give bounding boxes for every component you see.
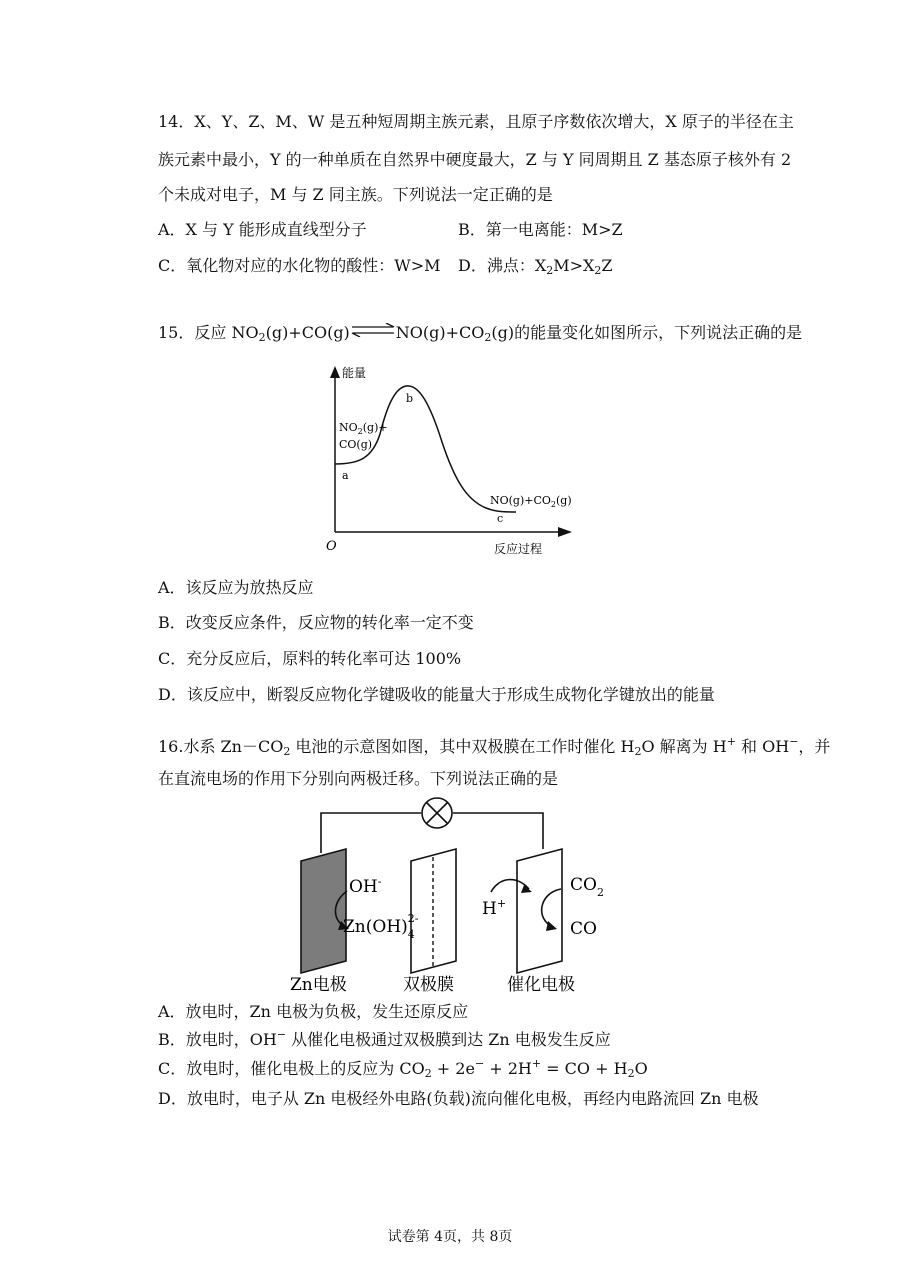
reactants-label <box>339 421 388 436</box>
h-ion-sup: + <box>496 897 507 910</box>
q15-option-d: D．该反应中，断裂反应物化学键吸收的能量大于形成生成物化学键放出的能量 <box>158 685 715 704</box>
q16-option-c-part: C．放电时，催化电极上的反应为 CO <box>158 1059 425 1078</box>
zn-oh4-part: Zn(OH) <box>343 917 408 937</box>
q15-stem-part: (g)的能量变化如图所示，下列说法正确的是 <box>491 323 803 342</box>
reactants-label-sub: 2 <box>357 427 363 436</box>
oh-label-part: OH <box>349 877 378 897</box>
q16-stem-part: 和 OH <box>735 737 790 756</box>
h-ion-part: H <box>482 899 497 919</box>
catalyst-electrode <box>517 849 562 973</box>
q15-stem-part: (g)+CO(g) <box>265 323 350 342</box>
energy-profile-diagram <box>318 360 580 560</box>
oh-label-sup: - <box>377 875 382 888</box>
products-label <box>490 494 572 509</box>
q16-option-c-sub: 2 <box>424 1067 432 1080</box>
membrane-label: 双极膜 <box>403 975 454 995</box>
reactants-label-part: (g)+ <box>362 421 388 434</box>
q15-stem-sub: 2 <box>484 331 492 344</box>
zn-oh4-sub: 4 <box>407 928 415 941</box>
q16-stem-sup: + <box>726 735 736 748</box>
catalyst-electrode-label: 催化电极 <box>507 975 575 995</box>
q16-stem-sub: 2 <box>283 745 291 758</box>
co-label: CO <box>570 919 597 939</box>
q16-stem-part: 16.水系 Zn－CO <box>158 737 284 756</box>
q15-stem-sub: 2 <box>258 331 266 344</box>
zn-oh4-label <box>343 912 419 941</box>
q14-option-d-part: M>X <box>553 256 595 275</box>
reactants-label-part: NO <box>339 421 358 434</box>
q16-stem-part: O 解离为 H <box>641 737 727 756</box>
x-axis-label: 反应过程 <box>494 542 543 556</box>
lamp-icon <box>422 798 452 828</box>
q15-option-c: C．充分反应后，原料的转化率可达 100% <box>158 649 462 668</box>
q14-option-d-part: Z <box>601 256 613 275</box>
q16-option-c-sub: 2 <box>627 1067 635 1080</box>
reactants-label-line2: CO(g) <box>339 438 373 451</box>
q14-option-a: A．X 与 Y 能形成直线型分子 <box>158 220 367 239</box>
point-c-label: c <box>497 512 504 525</box>
q14-option-d-sub: 2 <box>594 264 602 277</box>
q14-option-d-part: D．沸点：X <box>458 256 547 275</box>
q14-stem-line2: 族元素中最小，Y 的一种单质在自然界中硬度最大，Z 与 Y 同周期且 Z 基态原子核外有 2 <box>158 150 792 169</box>
y-axis-arrow-icon <box>330 366 340 378</box>
q16-option-c-sup: − <box>474 1057 485 1070</box>
q14-option-d-sub: 2 <box>546 264 554 277</box>
battery-diagram <box>285 793 625 995</box>
co2-part: CO <box>570 875 597 895</box>
point-b-label: b <box>406 392 414 405</box>
q16-option-c <box>158 1058 648 1080</box>
q15-stem-part: NO(g)+CO <box>395 323 485 342</box>
circuit-wire <box>453 813 543 849</box>
q14-stem-line3: 个未成对电子，M 与 Z 同主族。下列说法一定正确的是 <box>158 185 553 204</box>
q16-option-b <box>158 1029 611 1051</box>
circuit-wire <box>321 813 421 853</box>
q15-option-a: A．该反应为放热反应 <box>158 578 314 597</box>
products-label-sub: 2 <box>550 500 557 509</box>
q15-stem-part: 15．反应 NO <box>158 323 259 342</box>
q14-option-c: C．氧化物对应的水化物的酸性：W>M <box>158 256 441 275</box>
q16-option-b-part: 从催化电极通过双极膜到达 Zn 电极发生反应 <box>286 1030 611 1049</box>
origin-label: O <box>326 539 337 554</box>
products-label-part: (g) <box>556 494 572 507</box>
q14-option-d <box>458 255 613 277</box>
q16-option-c-part: + 2H <box>484 1059 532 1078</box>
q16-option-a: A．放电时，Zn 电极为负极，发生还原反应 <box>158 1002 469 1021</box>
zn-electrode-label: Zn电极 <box>290 975 347 995</box>
q15-option-b: B．改变反应条件，反应物的转化率一定不变 <box>158 613 474 632</box>
q16-stem-part: 电池的示意图如图，其中双极膜在工作时催化 H <box>290 737 635 756</box>
oh-label <box>349 875 382 897</box>
q16-option-c-part: + 2e <box>431 1059 475 1078</box>
y-axis-label: 能量 <box>342 366 367 380</box>
q16-option-c-part: O <box>634 1059 648 1078</box>
q16-option-c-sup: + <box>531 1057 542 1070</box>
co2-sub: 2 <box>596 886 604 899</box>
q15-stem <box>158 322 802 344</box>
point-a-label: a <box>342 469 349 482</box>
q14-option-b: B．第一电离能：M>Z <box>458 220 623 239</box>
co2-label <box>570 875 604 899</box>
q16-option-d: D．放电时，电子从 Zn 电极经外电路(负载)流向催化电极，再经内电路流回 Zn 电极 <box>158 1089 759 1108</box>
x-axis-arrow-icon <box>558 527 572 537</box>
q16-option-c-part: = CO + H <box>541 1059 628 1078</box>
q16-option-b-part: B．放电时，OH <box>158 1030 277 1049</box>
zn-electrode <box>301 849 346 973</box>
q16-stem-line1 <box>158 736 830 758</box>
h-ion-label <box>482 897 506 919</box>
page-footer: 试卷第 4页，共 8页 <box>387 1229 513 1245</box>
q16-stem-sub: 2 <box>634 745 642 758</box>
equilibrium-arrow-icon <box>350 323 396 337</box>
q14-stem-line1: 14．X、Y、Z、M、W 是五种短周期主族元素，且原子序数依次增大，X 原子的半径在主 <box>158 112 794 131</box>
q16-stem-part: ，并 <box>798 737 831 756</box>
q16-option-b-sup: − <box>276 1028 287 1041</box>
q16-stem-sup: − <box>789 735 799 748</box>
q16-stem-line2: 在直流电场的作用下分别向两极迁移。下列说法正确的是 <box>158 769 559 788</box>
products-label-part: NO(g)+CO <box>490 494 551 507</box>
zn-oh4-sup: 2- <box>407 912 419 925</box>
